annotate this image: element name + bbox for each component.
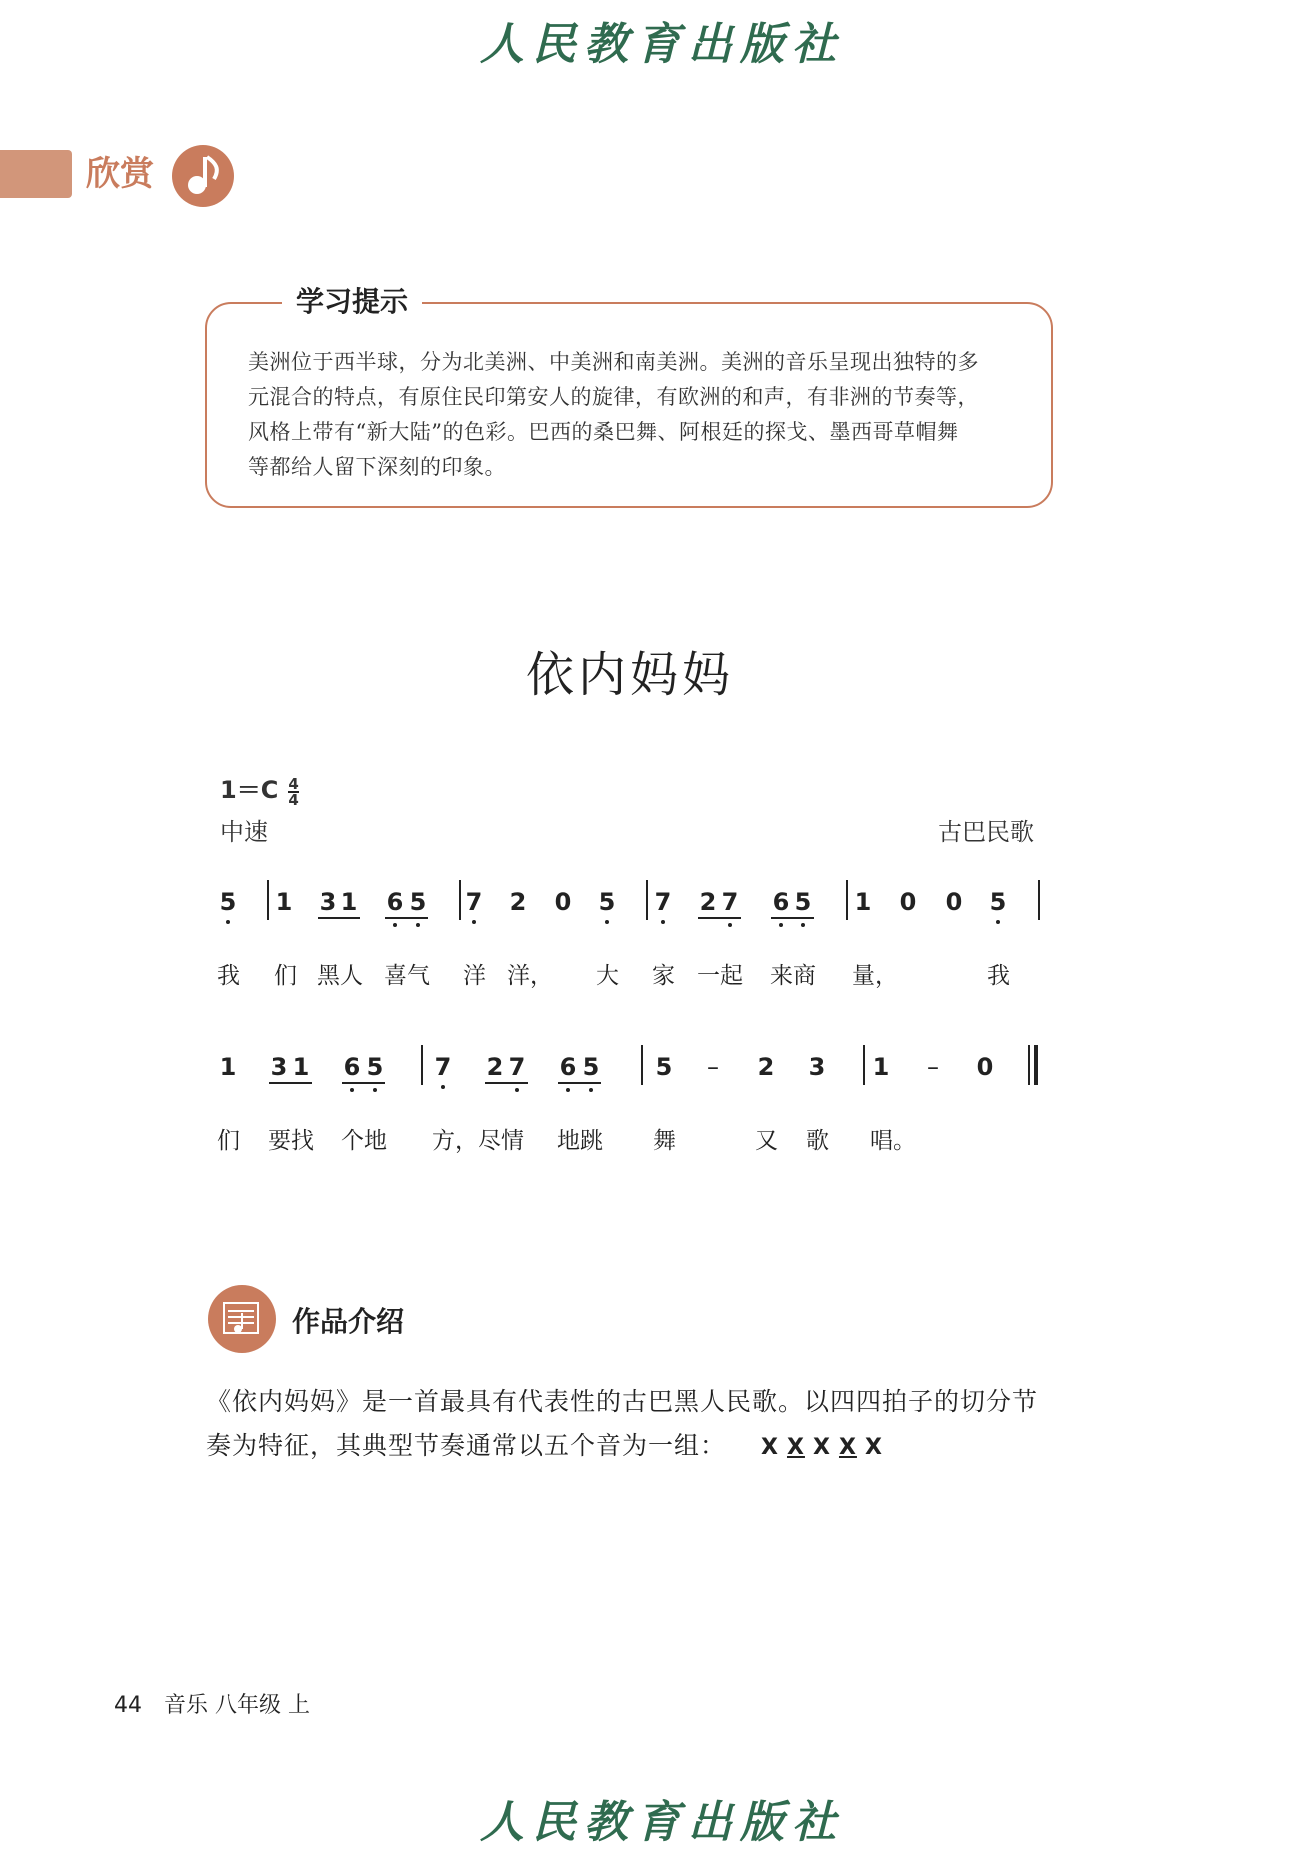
- note: 5: [366, 1053, 384, 1081]
- music-note-icon: [172, 145, 234, 207]
- note: 7: [465, 888, 483, 916]
- note: 0: [554, 888, 572, 916]
- dash: –: [707, 1053, 719, 1081]
- beam: [318, 917, 360, 919]
- low-dot: [350, 1088, 354, 1092]
- lyric: 家: [652, 963, 675, 989]
- note: 2: [486, 1053, 504, 1081]
- section-bar: [0, 150, 72, 198]
- intro-line-2: [206, 1426, 887, 1462]
- low-dot: [801, 923, 805, 927]
- lyric: 们: [217, 1128, 240, 1154]
- lyric: 喜气: [384, 963, 430, 989]
- low-dot: [605, 920, 609, 924]
- lyric: 量，: [852, 963, 898, 989]
- tips-line: 美洲位于西半球，分为北美洲、中美洲和南美洲。美洲的音乐呈现出独特的多: [248, 350, 979, 374]
- low-dot: [393, 923, 397, 927]
- time-top: 4: [288, 774, 299, 793]
- low-dot: [728, 923, 732, 927]
- tips-line: 元混合的特点，有原住民印第安人的旋律，有欧洲的和声，有非洲的节奏等，: [248, 385, 979, 409]
- time-bottom: 4: [288, 790, 299, 809]
- lyric: 方，尽情: [432, 1128, 524, 1154]
- beam: [698, 917, 741, 919]
- beam: [342, 1082, 385, 1084]
- note: 5: [794, 888, 812, 916]
- note: 2: [509, 888, 527, 916]
- rhythm-note: X: [760, 1435, 779, 1460]
- book-title: 音乐 八年级 上: [164, 1693, 310, 1718]
- tips-title: 学习提示: [296, 285, 409, 318]
- rhythm-note: X: [812, 1435, 831, 1460]
- barline: [846, 880, 848, 920]
- lyric: 大: [596, 963, 619, 989]
- note: 5: [989, 888, 1007, 916]
- song-title: 依内妈妈: [525, 647, 734, 703]
- note: 1: [219, 1053, 237, 1081]
- rhythm-note: X: [838, 1435, 857, 1460]
- note: 6: [386, 888, 404, 916]
- note: 6: [559, 1053, 577, 1081]
- low-dot: [472, 920, 476, 924]
- note: 5: [582, 1053, 600, 1081]
- beam: [485, 1082, 528, 1084]
- lyric: 来商: [770, 963, 816, 989]
- note: 0: [976, 1053, 994, 1081]
- lyric: 洋，: [507, 963, 553, 989]
- section-label: 欣赏: [86, 154, 154, 194]
- low-dot: [566, 1088, 570, 1092]
- note: 2: [757, 1053, 775, 1081]
- rhythm-note: X: [864, 1435, 883, 1460]
- low-dot: [661, 920, 665, 924]
- lyric: 洋: [463, 963, 486, 989]
- low-dot: [779, 923, 783, 927]
- intro-line-text: 奏为特征，其典型节奏通常以五个音为一组：: [206, 1431, 727, 1460]
- note: 0: [945, 888, 963, 916]
- tips-line: 等都给人留下深刻的印象。: [248, 455, 506, 479]
- note: 0: [899, 888, 917, 916]
- song-source: 古巴民歌: [938, 818, 1034, 846]
- lyric: 个地: [341, 1128, 387, 1154]
- lyric: 地跳: [557, 1128, 603, 1154]
- note: 2: [699, 888, 717, 916]
- tips-line: 风格上带有“新大陆”的色彩。巴西的桑巴舞、阿根廷的探戈、墨西哥草帽舞: [248, 420, 959, 444]
- lyric: 我: [217, 963, 240, 989]
- lyric: 们: [274, 963, 297, 989]
- note: 5: [655, 1053, 673, 1081]
- low-dot: [515, 1088, 519, 1092]
- rhythm-pattern: [757, 1431, 887, 1460]
- note: 6: [772, 888, 790, 916]
- note: 7: [508, 1053, 526, 1081]
- note: 1: [292, 1053, 310, 1081]
- intro-line: 《依内妈妈》是一首最具有代表性的古巴黑人民歌。以四四拍子的切分节: [206, 1387, 1039, 1416]
- barline: [646, 880, 648, 920]
- note: 1: [340, 888, 358, 916]
- barline: [421, 1045, 423, 1085]
- note: 3: [319, 888, 337, 916]
- beam: [269, 1082, 312, 1084]
- note: 7: [434, 1053, 452, 1081]
- page-number: 44: [114, 1693, 142, 1718]
- barline: [863, 1045, 865, 1085]
- rhythm-note: X: [786, 1435, 805, 1460]
- lyric: 歌: [806, 1128, 829, 1154]
- lyric: 我: [987, 963, 1010, 989]
- lyric: 舞: [653, 1128, 676, 1154]
- final-barline-thin: [1028, 1045, 1030, 1085]
- lyric: 又: [755, 1128, 778, 1154]
- low-dot: [373, 1088, 377, 1092]
- low-dot: [416, 923, 420, 927]
- beam: [771, 917, 814, 919]
- note: 5: [409, 888, 427, 916]
- barline: [459, 880, 461, 920]
- tips-title-wrap: [282, 280, 422, 320]
- beam: [558, 1082, 601, 1084]
- low-dot: [589, 1088, 593, 1092]
- final-barline-thick: [1034, 1045, 1038, 1085]
- publisher-watermark-top: 人民教育出版社: [480, 19, 844, 70]
- note: 3: [808, 1053, 826, 1081]
- lyric: 要找: [268, 1128, 314, 1154]
- barline: [267, 880, 269, 920]
- publisher-watermark-bottom: 人民教育出版社: [480, 1797, 844, 1848]
- beam: [385, 917, 428, 919]
- note: 7: [654, 888, 672, 916]
- key-text: 1＝C: [220, 776, 279, 804]
- scroll-icon: [208, 1285, 276, 1353]
- lyric: 一起: [697, 963, 743, 989]
- intro-title: 作品介绍: [292, 1305, 405, 1338]
- dash: –: [927, 1053, 939, 1081]
- key-signature: [220, 770, 299, 807]
- barline: [641, 1045, 643, 1085]
- page-footer: [114, 1688, 310, 1719]
- low-dot: [996, 920, 1000, 924]
- note: 7: [721, 888, 739, 916]
- note: 6: [343, 1053, 361, 1081]
- lyric: 黑人: [317, 963, 363, 989]
- note: 1: [854, 888, 872, 916]
- time-signature: [288, 774, 299, 809]
- low-dot: [441, 1085, 445, 1089]
- note: 5: [598, 888, 616, 916]
- note: 1: [275, 888, 293, 916]
- lyric: 唱。: [870, 1128, 916, 1154]
- note: 5: [219, 888, 237, 916]
- barline: [1038, 880, 1040, 920]
- note: 1: [872, 1053, 890, 1081]
- tempo-marking: 中速: [220, 818, 268, 846]
- note: 3: [270, 1053, 288, 1081]
- low-dot: [226, 920, 230, 924]
